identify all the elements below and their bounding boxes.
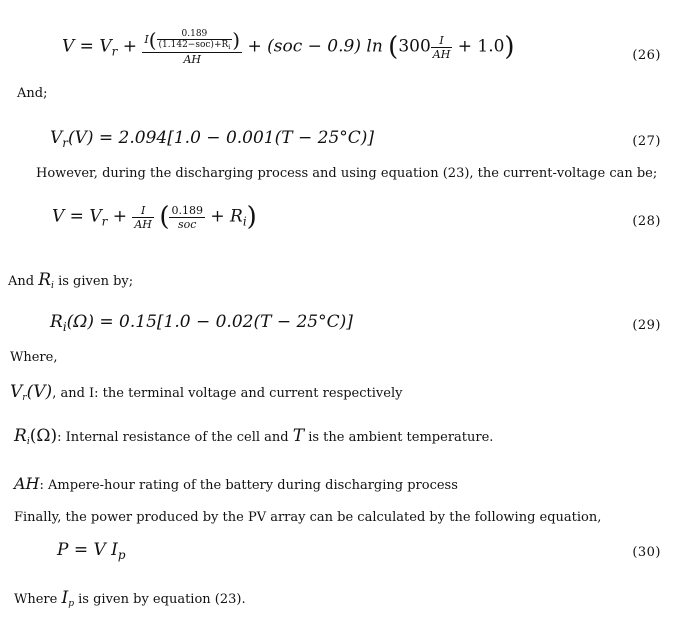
def-ri-text-a: : Internal resistance of the cell and <box>57 430 293 445</box>
def-ri-var-t: T <box>292 426 305 446</box>
text-where-ip <box>14 588 246 609</box>
equation-27 <box>50 128 374 150</box>
def-ah-var: AH <box>14 474 40 493</box>
equation-number-27: (27) <box>632 134 661 149</box>
eq26-inner-den-sub: i <box>228 44 231 52</box>
eq28-inner-num: 0.189 <box>171 203 203 217</box>
def-vr-text: , and I: the terminal voltage and current respectively <box>52 386 403 401</box>
eq26-main-fraction: I( $\frac{0.189}{(1.142-soc)+R_i}$ ) AH <box>144 28 241 66</box>
equation-26: $V = V_r$ + I( $\frac{0.189}{(1.142-soc)+R_i}$ ) AH + (soc − 0.9) ln (300 $\frac{I}{AH}$ + 1.0) <box>62 28 515 66</box>
eq26-num-i: I <box>144 33 149 46</box>
text-where-ip-a: Where <box>14 592 62 607</box>
text-and-ri <box>8 270 133 291</box>
eq28-plus-ri: + R <box>204 206 243 227</box>
eq28-plus: + <box>107 206 133 227</box>
eq26-ln-den: AH <box>432 47 451 61</box>
text-finally: Finally, the power produced by the PV array can be calculated by the following equation, <box>14 510 602 525</box>
equation-number-26: (26) <box>632 48 661 63</box>
eq28-sub-r: r <box>101 214 108 229</box>
eq28-sub-i: i <box>242 214 247 229</box>
eq28-inner-fraction <box>169 204 205 231</box>
eq26-ln-num: I <box>431 34 453 48</box>
equation-28: $V = V_r$ + $\frac{I}{AH}$ ( $\frac{0.189}{\text{soc}}$ + $R_i$) <box>52 202 257 232</box>
eq30-sub-p: p <box>117 548 126 563</box>
eq26-plus: + <box>117 36 143 57</box>
eq28-inner-den: soc <box>178 217 197 231</box>
equation-number-28: (28) <box>632 214 661 229</box>
eq26-inner-num: 0.189 <box>157 29 233 40</box>
eq26-inner-den: (1.142−soc)+R <box>158 39 229 50</box>
eq27-lhs: V <box>50 128 63 148</box>
eq26-ln-300: 300 <box>398 36 431 57</box>
text-where-ip-b: is given by equation (23). <box>74 592 246 607</box>
equation-number-29: (29) <box>632 318 661 333</box>
eq27-rest: (V) = 2.094[1.0 − 0.001(T − 25°C)] <box>67 128 375 148</box>
eq28-fraction <box>132 204 154 231</box>
text-and-ri-b: is given by; <box>53 274 134 289</box>
equation-29 <box>50 312 353 334</box>
eq29-rest: (Ω) = 0.15[1.0 − 0.02(T − 25°C)] <box>66 312 353 332</box>
def-vr-unit: (V) <box>26 382 53 402</box>
eq27-sub-r: r <box>62 136 68 151</box>
eq30-lhs: P = V I <box>57 540 118 560</box>
def-vr-sub: r <box>22 393 27 404</box>
eq26-inner-fraction <box>157 29 233 51</box>
eq26-ln-tail: + 1.0 <box>452 36 505 57</box>
eq26-den: AH <box>183 53 201 66</box>
eq28-num: I <box>132 204 154 218</box>
def-ah-text: : Ampere-hour rating of the battery during discharging process <box>39 478 458 493</box>
eq26-sub-r: r <box>111 44 118 59</box>
equation-number-30: (30) <box>632 545 661 560</box>
definition-vr <box>10 382 402 403</box>
eq29-lhs: R <box>50 312 63 332</box>
text-and: And; <box>17 86 48 101</box>
def-ri-sub: i <box>26 437 30 448</box>
eq28-den: AH <box>134 217 152 231</box>
definition-ah <box>14 474 458 493</box>
eq26-tail: + (soc − 0.9) ln <box>242 36 389 57</box>
eq26-ln-fraction <box>431 34 453 61</box>
text-where-ip-var: I <box>61 588 69 608</box>
def-ri-unit: (Ω) <box>29 426 58 446</box>
definition-ri <box>14 426 493 447</box>
def-ri-text-b: is the ambient temperature. <box>304 430 494 445</box>
text-where-ip-sub: p <box>68 599 75 610</box>
text-however: However, during the discharging process and using equation (23), the current-voltage can be; <box>36 166 658 181</box>
text-and-ri-var: R <box>38 270 52 290</box>
eq28-lhs: V = V <box>52 206 102 227</box>
def-ri-var: R <box>14 426 27 446</box>
equation-30 <box>57 540 126 562</box>
eq29-sub-i: i <box>62 320 67 335</box>
text-and-ri-sub: i <box>51 281 54 292</box>
def-vr-var: V <box>10 382 23 402</box>
text-and-ri-a: And <box>8 274 39 289</box>
eq26-lhs: V = V <box>62 36 112 57</box>
text-where: Where, <box>10 350 58 365</box>
